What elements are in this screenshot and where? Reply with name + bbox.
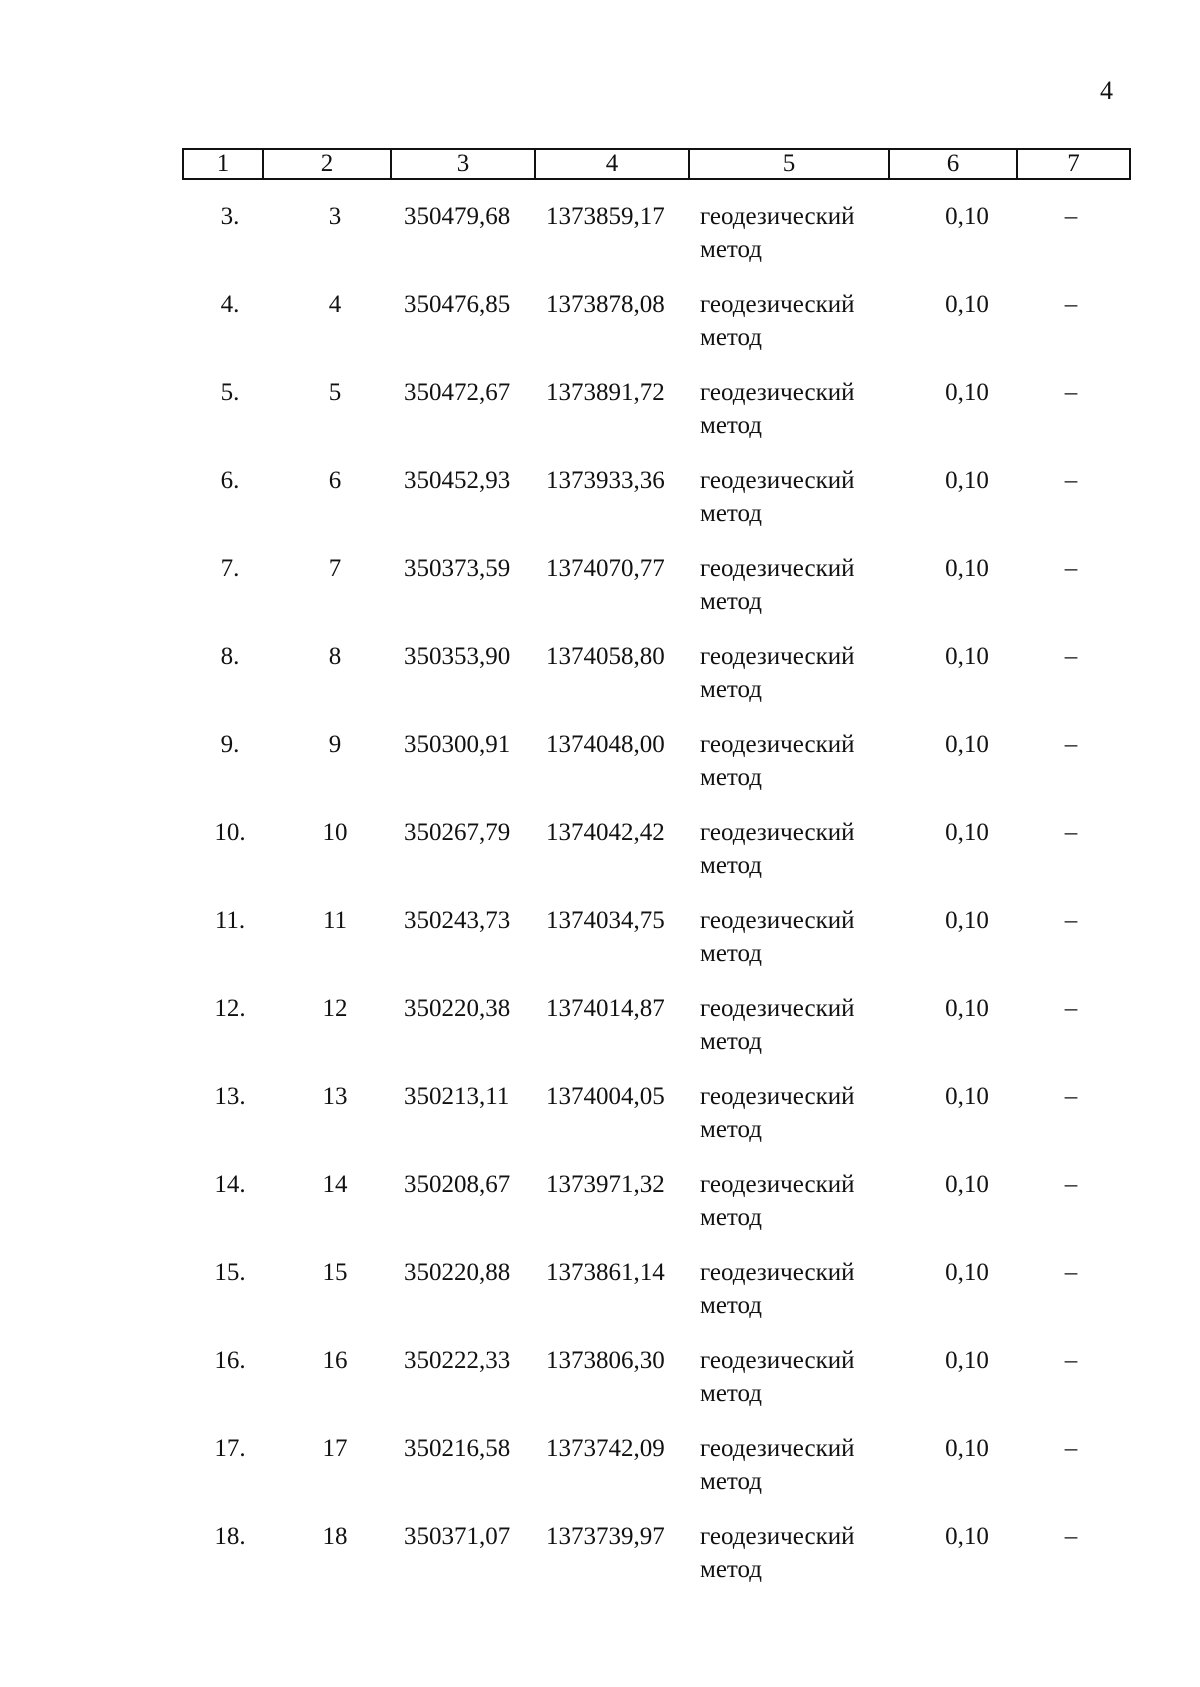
row-number: 18. bbox=[214, 1523, 246, 1550]
method-text: геодезический метод bbox=[700, 995, 855, 1055]
accuracy-value: 0,10 bbox=[945, 643, 989, 670]
row-number: 12. bbox=[214, 995, 246, 1022]
row-number: 4. bbox=[220, 291, 240, 318]
method-text: геодезический метод bbox=[700, 731, 855, 791]
method-text: геодезический метод bbox=[700, 203, 855, 263]
accuracy-value: 0,10 bbox=[945, 1171, 989, 1198]
table-row bbox=[182, 640, 1131, 728]
table-row bbox=[182, 904, 1131, 992]
accuracy-value: 0,10 bbox=[945, 379, 989, 406]
coordinate-x: 350373,59 bbox=[404, 555, 511, 582]
point-number: 3 bbox=[328, 203, 342, 230]
point-number: 12 bbox=[322, 995, 348, 1022]
point-number: 11 bbox=[322, 907, 348, 934]
header-col-6: 6 bbox=[890, 150, 1018, 178]
accuracy-value: 0,10 bbox=[945, 1523, 989, 1550]
point-number: 10 bbox=[322, 819, 348, 846]
method-text: геодезический метод bbox=[700, 643, 855, 703]
note-dash: – bbox=[1064, 819, 1078, 846]
note-dash: – bbox=[1064, 291, 1078, 318]
accuracy-value: 0,10 bbox=[945, 731, 989, 758]
table-row bbox=[182, 200, 1131, 288]
method-text: геодезический метод bbox=[700, 1171, 855, 1231]
note-dash: – bbox=[1064, 643, 1078, 670]
method-text: геодезический метод bbox=[700, 1347, 855, 1407]
table-row bbox=[182, 376, 1131, 464]
accuracy-value: 0,10 bbox=[945, 1083, 989, 1110]
row-number: 15. bbox=[214, 1259, 246, 1286]
coordinate-y: 1374070,77 bbox=[546, 555, 665, 582]
note-dash: – bbox=[1064, 203, 1078, 230]
note-dash: – bbox=[1064, 1259, 1078, 1286]
coordinate-y: 1373933,36 bbox=[546, 467, 665, 494]
method-text: геодезический метод bbox=[700, 467, 855, 527]
coordinate-y: 1373861,14 bbox=[546, 1259, 665, 1286]
note-dash: – bbox=[1064, 467, 1078, 494]
note-dash: – bbox=[1064, 995, 1078, 1022]
coordinate-x: 350476,85 bbox=[404, 291, 511, 318]
point-number: 17 bbox=[322, 1435, 348, 1462]
header-col-5: 5 bbox=[690, 150, 890, 178]
accuracy-value: 0,10 bbox=[945, 1347, 989, 1374]
note-dash: – bbox=[1064, 1435, 1078, 1462]
method-text: геодезический метод bbox=[700, 819, 855, 879]
coordinate-x: 350267,79 bbox=[404, 819, 511, 846]
accuracy-value: 0,10 bbox=[945, 907, 989, 934]
accuracy-value: 0,10 bbox=[945, 995, 989, 1022]
accuracy-value: 0,10 bbox=[945, 1259, 989, 1286]
table-row bbox=[182, 992, 1131, 1080]
note-dash: – bbox=[1064, 1347, 1078, 1374]
table-row bbox=[182, 728, 1131, 816]
table-row bbox=[182, 1256, 1131, 1344]
header-col-2: 2 bbox=[264, 150, 392, 178]
coordinate-y: 1374048,00 bbox=[546, 731, 665, 758]
accuracy-value: 0,10 bbox=[945, 819, 989, 846]
point-number: 15 bbox=[322, 1259, 348, 1286]
note-dash: – bbox=[1064, 1171, 1078, 1198]
coordinate-y: 1374058,80 bbox=[546, 643, 665, 670]
point-number: 5 bbox=[328, 379, 342, 406]
row-number: 7. bbox=[220, 555, 240, 582]
point-number: 18 bbox=[322, 1523, 348, 1550]
coordinate-y: 1374014,87 bbox=[546, 995, 665, 1022]
row-number: 16. bbox=[214, 1347, 246, 1374]
point-number: 4 bbox=[328, 291, 342, 318]
point-number: 14 bbox=[322, 1171, 348, 1198]
method-text: геодезический метод bbox=[700, 1523, 855, 1583]
row-number: 10. bbox=[214, 819, 246, 846]
table-row bbox=[182, 1520, 1131, 1608]
coordinate-y: 1373878,08 bbox=[546, 291, 665, 318]
table-row bbox=[182, 1080, 1131, 1168]
point-number: 16 bbox=[322, 1347, 348, 1374]
coordinate-x: 350213,11 bbox=[404, 1083, 510, 1110]
accuracy-value: 0,10 bbox=[945, 467, 989, 494]
row-number: 13. bbox=[214, 1083, 246, 1110]
coordinate-x: 350220,88 bbox=[404, 1259, 511, 1286]
page-number: 4 bbox=[1100, 76, 1113, 105]
coordinate-x: 350220,38 bbox=[404, 995, 511, 1022]
method-text: геодезический метод bbox=[700, 1083, 855, 1143]
table-row bbox=[182, 1168, 1131, 1256]
method-text: геодезический метод bbox=[700, 291, 855, 351]
note-dash: – bbox=[1064, 731, 1078, 758]
row-number: 8. bbox=[220, 643, 240, 670]
coordinate-x: 350216,58 bbox=[404, 1435, 511, 1462]
row-number: 6. bbox=[220, 467, 240, 494]
row-number: 17. bbox=[214, 1435, 246, 1462]
coordinate-x: 350208,67 bbox=[404, 1171, 511, 1198]
accuracy-value: 0,10 bbox=[945, 555, 989, 582]
coordinate-y: 1373806,30 bbox=[546, 1347, 665, 1374]
table-row bbox=[182, 1344, 1131, 1432]
header-col-3: 3 bbox=[392, 150, 536, 178]
coordinate-x: 350452,93 bbox=[404, 467, 511, 494]
method-text: геодезический метод bbox=[700, 1435, 855, 1495]
row-number: 11. bbox=[214, 907, 246, 934]
table-body bbox=[182, 200, 1131, 1608]
note-dash: – bbox=[1064, 555, 1078, 582]
coordinate-y: 1373739,97 bbox=[546, 1523, 665, 1550]
accuracy-value: 0,10 bbox=[945, 203, 989, 230]
coordinate-x: 350222,33 bbox=[404, 1347, 511, 1374]
coordinate-y: 1374004,05 bbox=[546, 1083, 665, 1110]
method-text: геодезический метод bbox=[700, 555, 855, 615]
coordinate-y: 1373971,32 bbox=[546, 1171, 665, 1198]
row-number: 9. bbox=[220, 731, 240, 758]
coordinate-y: 1373742,09 bbox=[546, 1435, 665, 1462]
coordinate-y: 1374042,42 bbox=[546, 819, 665, 846]
point-number: 8 bbox=[328, 643, 342, 670]
table-row bbox=[182, 464, 1131, 552]
coordinate-y: 1373859,17 bbox=[546, 203, 665, 230]
accuracy-value: 0,10 bbox=[945, 1435, 989, 1462]
coordinate-x: 350243,73 bbox=[404, 907, 511, 934]
row-number: 5. bbox=[220, 379, 240, 406]
note-dash: – bbox=[1064, 1523, 1078, 1550]
coordinate-y: 1373891,72 bbox=[546, 379, 665, 406]
coordinate-x: 350472,67 bbox=[404, 379, 511, 406]
table-row bbox=[182, 1432, 1131, 1520]
table-row bbox=[182, 816, 1131, 904]
point-number: 7 bbox=[328, 555, 342, 582]
method-text: геодезический метод bbox=[700, 907, 855, 967]
row-number: 14. bbox=[214, 1171, 246, 1198]
row-number: 3. bbox=[220, 203, 240, 230]
note-dash: – bbox=[1064, 379, 1078, 406]
coordinate-x: 350479,68 bbox=[404, 203, 511, 230]
header-col-4: 4 bbox=[536, 150, 690, 178]
header-col-7: 7 bbox=[1067, 150, 1080, 177]
point-number: 13 bbox=[322, 1083, 348, 1110]
method-text: геодезический метод bbox=[700, 379, 855, 439]
header-col-1: 1 bbox=[184, 150, 264, 178]
coordinate-y: 1374034,75 bbox=[546, 907, 665, 934]
accuracy-value: 0,10 bbox=[945, 291, 989, 318]
note-dash: – bbox=[1064, 907, 1078, 934]
point-number: 6 bbox=[328, 467, 342, 494]
point-number: 9 bbox=[328, 731, 342, 758]
coordinate-x: 350353,90 bbox=[404, 643, 511, 670]
note-dash: – bbox=[1064, 1083, 1078, 1110]
table-row bbox=[182, 288, 1131, 376]
coordinate-x: 350371,07 bbox=[404, 1523, 511, 1550]
table-row bbox=[182, 552, 1131, 640]
coordinate-x: 350300,91 bbox=[404, 731, 511, 758]
method-text: геодезический метод bbox=[700, 1259, 855, 1319]
table-header bbox=[182, 148, 1131, 180]
